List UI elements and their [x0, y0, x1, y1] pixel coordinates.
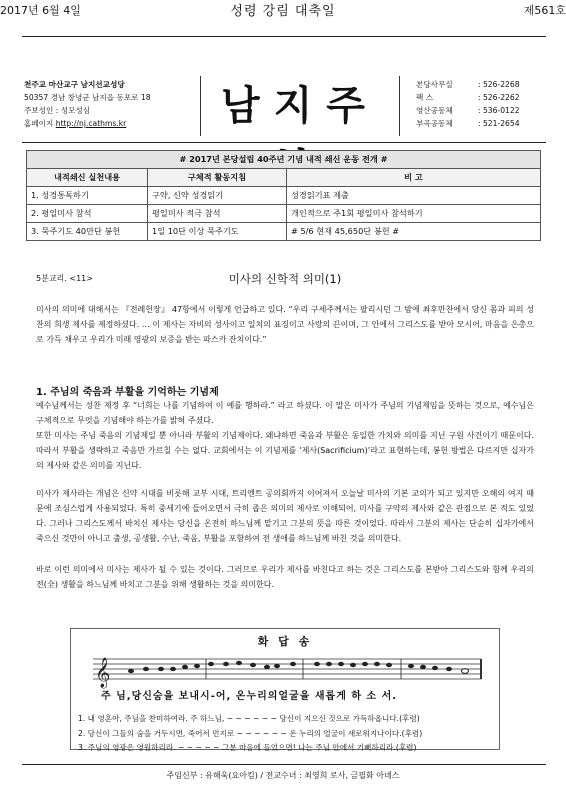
lesson-header — [36, 271, 534, 289]
table-cell: 3. 묵주기도 40만단 봉헌 — [27, 223, 148, 241]
lesson-paragraph: 예수님께서는 성찬 제정 후 “너희는 나를 기념하여 이 예를 행하라.” 라고 하셨다. 이 말은 미사가 주님의 기념제임을 뜻하는 것으로, 예수님은 구체적으로 무엇을 기념해야 하는가를 밝혀 주셨다. — [36, 401, 534, 425]
lesson-number: 5분교리. <11> — [36, 274, 93, 283]
homepage-link[interactable]: http://nj.cathms.kr — [55, 119, 127, 128]
table-cell: # 5/6 현재 45,650단 봉헌 # — [287, 223, 541, 241]
issue-number: 제561호 — [523, 4, 566, 17]
contact-list — [416, 78, 520, 130]
table-cell: 1일 10단 이상 묵주기도 — [148, 223, 287, 241]
lesson-paragraph: 또한 미사는 주님 죽음의 기념제일 뿐 아니라 부활의 기념제이다. 왜냐하면 죽음과 부활은 동일한 가치와 의미를 지닌 구원 사건이기 때문이다. 따라서 부활을 생략하고 죽음만 가르칠 수는 없다. 교회에서는 이 기념제를 ‘제사(Sacrificium)’라고 표현하는데, 봉헌 방법은 다르지만 십자가의 제사와 같은 의미를 지닌다. — [36, 431, 534, 470]
contact-value: : 536-0122 — [478, 106, 520, 115]
church-name: 천주교 마산교구 남지선교성당 — [24, 80, 125, 89]
table-row — [27, 205, 541, 223]
footer-rule — [22, 764, 546, 765]
contact-label: 본당사무실 — [416, 80, 453, 89]
svg-text:𝄞: 𝄞 — [95, 658, 111, 688]
contact-value: : 526-2268 — [478, 80, 520, 89]
homepage-label: 홈페이지 — [24, 119, 54, 128]
lesson-intro: 미사의 의미에 대해서는 『전례헌장』 47항에서 이렇게 언급하고 있다. “우리 구세주께서는 팔리시던 그 밤에 최후만찬에서 당신 몸과 피의 성찬의 희생 제사를 제정하셨다. … 이 제사는 자비의 성사이고 일치의 표징이고 사랑의 끈이며, 그 안에서 그리스도를 받아 모시어, 마음을 은총으로 가득 채우고 우리가 미래 영광의 보증을 받는 파스카 잔치이다.” — [36, 305, 534, 344]
contact-row — [416, 78, 520, 91]
table-cell: 평일미사 적극 참석 — [148, 205, 287, 223]
verse-line: 2. 당신이 그들의 숨을 거두시면, 죽어서 먼지로 ~ ~ ~ ~ ~ ~ 온 누리의 얼굴이 새로워지나이다.(후렴) — [78, 728, 423, 738]
table-row — [27, 187, 541, 205]
section-heading: 1. 주님의 죽음과 부활을 기억하는 기념제 — [36, 387, 219, 398]
verse-line: 3. 주님의 영광은 영원하리라. ~ ~ ~ ~ ~ 그분 마음에 들었으면! 나는 주님 안에서 기뻐하리라.(후렴) — [78, 743, 417, 752]
psalm-title: 화 답 송 — [257, 635, 313, 648]
psalm-lyrics: 주 님,당신숨을 보내시-어, 온누리의얼굴을 새롭게 하 소 서. — [101, 691, 398, 702]
column-header: 비 고 — [287, 169, 541, 187]
column-header: 구체적 활동지침 — [148, 169, 287, 187]
lesson-title: 미사의 신학적 의미(1) — [228, 272, 342, 286]
contact-value: : 521-2654 — [478, 119, 520, 128]
church-address: 50357 경남 창녕군 남지읍 동포로 18 — [24, 93, 151, 102]
contact-row — [416, 91, 520, 104]
masthead — [22, 78, 546, 138]
newsletter-logo: 남지주 — [200, 76, 400, 136]
table-cell: 성경읽기표 제출 — [287, 187, 541, 205]
table-row — [27, 223, 541, 241]
contact-row — [416, 117, 520, 130]
column-header: 내적쇄신 실천내용 — [27, 169, 148, 187]
footer-clergy: 주임신부 : 유해욱(요아킴) / 전교수녀 : 최영희 로사, 금필화 아녜스 — [166, 771, 400, 780]
table-title: # 2017년 본당설립 40주년 기념 내적 쇄신 운동 전개 # — [27, 151, 541, 169]
top-header — [0, 0, 566, 20]
issue-date: 2017년 6월 4일 — [0, 4, 81, 17]
contact-label: 팩 스 — [416, 93, 434, 102]
contact-row — [416, 104, 520, 117]
lesson-paragraph: 미사가 제사라는 개념은 신약 시대를 비롯해 교부 시대, 트리엔트 공의회까지 이어져서 오늘날 미사의 기본 교의가 되고 있지만 오해의 여지 때문에 조심스럽게 사용되었다. 특히 중세기에 들어오면서 극히 좁은 의미의 제사로 이해되어, 미사를 구약의 제사와 같은 관점으로 본 적도 있었다. 그러나 그리스도께서 바치신 제사는 당신을 온전히 하느님께 맡기고 그분의 뜻을 따른 것이었다. 따라서 그분의 제사는 단순히 십자가에서 죽으신 것만이 아니고 출생, 공생활, 수난, 죽음, 부활을 포함하여 전 생애를 하느님께 바친 것을 의미한다. — [36, 489, 534, 543]
table-cell: 구약, 신약 성경읽기 — [148, 187, 287, 205]
table-cell: 1. 성경통독하기 — [27, 187, 148, 205]
church-info — [24, 78, 151, 130]
table-cell: 개인적으로 주1회 평일미사 참석하기 — [287, 205, 541, 223]
header-rule — [22, 36, 546, 37]
table-cell: 2. 평일미사 참석 — [27, 205, 148, 223]
verse-line: 1. 내 영혼아, 주님을 찬미하여라. 주 하느님, ~ ~ ~ ~ ~ ~ 당신이 지으신 것으로 가득하옵니다.(후렴) — [78, 714, 420, 723]
patron-saint: 주보성인 : 성모성심 — [24, 106, 91, 115]
contact-label: 영산공동체 — [416, 106, 453, 115]
lesson-paragraph: 바로 이런 의미에서 미사는 제사가 될 수 있는 것이다. 그러므로 우리가 제사를 바친다고 하는 것은 그리스도를 본받아 그리스도와 함께 우리의 전(全) 생활을 하느님께 바치고 그분을 위해 생활하는 것을 의미한다. — [36, 565, 534, 589]
masthead-rule — [22, 142, 546, 143]
contact-label: 부곡공동체 — [416, 119, 453, 128]
contact-value: : 526-2262 — [478, 93, 520, 102]
feast-title: 성령 강림 대축일 — [230, 4, 336, 19]
psalm-verses — [78, 712, 422, 756]
renewal-plan-table — [26, 150, 541, 241]
